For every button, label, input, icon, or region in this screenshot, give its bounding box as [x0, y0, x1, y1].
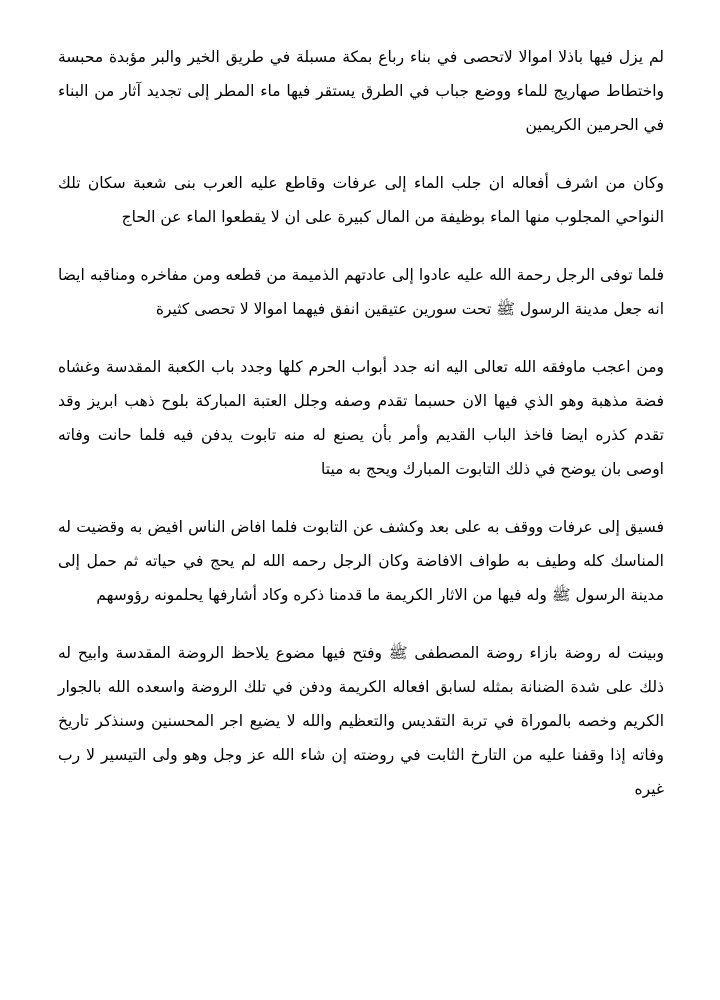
paragraph-2: وكان من اشرف أفعاله ان جلب الماء إلى عرفات وقاطع عليه العرب بنى شعبة سكان تلك النواحي المجلوب منها الماء بوظيفة من المال كبيرة على ان لا يقطعوا الماء عن الحاج: [58, 174, 664, 226]
paragraph-3: فلما توفى الرجل رحمة الله عليه عادوا إلى عادتهم الذميمة من قطعه ومن مفاخره ومناقبه ايضا انه جعل مدينة الرسول ﷺ تحت سورين عتيقين انفق فيهما اموالا لا تحصى كثيرة: [58, 266, 664, 318]
document-page: [58, 40, 664, 830]
paragraph-5: فسيق إلى عرفات ووقف به على بعد وكشف عن التابوت فلما افاض الناس افيض به وقضيت له المناسك كله وطيف به طواف الافاضة وكان الرجل رحمه الله لم يحج في حياته ثم حمل إلى مدينة الرسول ﷺ وله فيها من الاثار الكريمة ما قدمنا ذكره وكاد أشارفها يحلمونه رؤوسهم: [58, 518, 664, 604]
paragraph-6: وبينت له روضة بازاء روضة المصطفى ﷺ وفتح فيها مضوع يلاحظ الروضة المقدسة وابيح له ذلك على شدة الضنانة بمثله لسابق افعاله الكريمة ودفن في تلك الروضة واسعده الله بالجوار الكريم وخصه بالموراة في تربة التقديس والتعظيم والله لا يضيع اجر المحسنين وسنذكر تاريخ وفاته إذا وقفنا عليه من التارخ الثابت في روضته إن شاء الله عز وجل وهو ولى التيسير لا رب غيره: [58, 644, 664, 798]
paragraph-1: لم يزل فيها باذلا اموالا لاتحصى في بناء رباع بمكة مسبلة في طريق الخير والبر مؤبدة محبسة واختطاط صهاريج للماء ووضع جباب في الطرق يستقر فيها ماء المطر إلى تجديد آثار من البناء في الحرمين الكريمين: [58, 48, 664, 134]
paragraph-4: ومن اعجب ماوفقه الله تعالى اليه انه جدد أبواب الحرم كلها وجدد باب الكعبة المقدسة وغشاه فضة مذهبة وهو الذي فيها الان حسبما تقدم وصفه وجلل العتبة المباركة بلوح ذهب ابريز وقد تقدم كذره ايضا فاخذ الباب القديم وأمر بأن يصنع له منه تابوت يدفن فيه فلما حانت وفاته اوصى بان يوضح في ذلك التابوت المبارك ويحج به ميتا: [58, 358, 664, 478]
